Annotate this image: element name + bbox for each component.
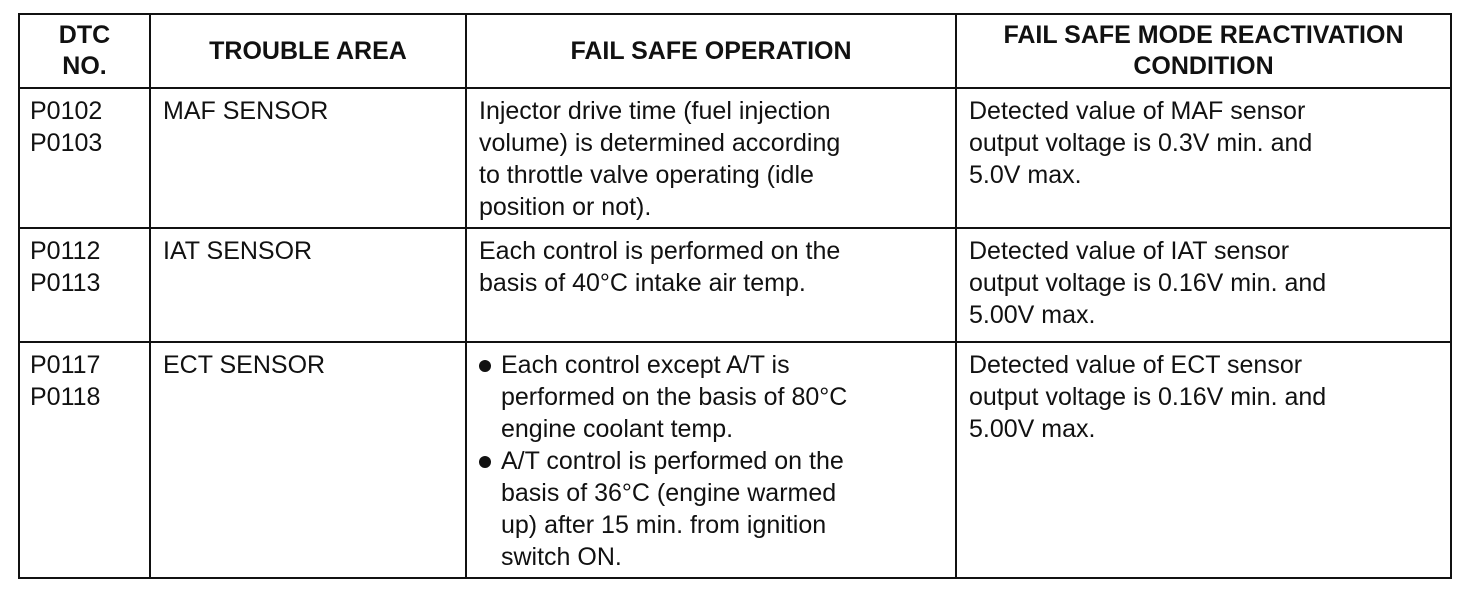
fail-safe-operation-cell [466,88,956,228]
operation-text-line: engine coolant temp. [501,415,734,443]
operation-text-line: volume) is determined according [479,129,841,157]
header-dtc-no-line1: DTC [58,21,111,49]
header-dtc-no-line2: NO. [62,52,107,80]
dtc-code: P0103 [30,129,103,157]
reactivation-text-line: 5.0V max. [969,161,1082,189]
table-row [19,342,1451,578]
bullet-dot-icon [479,360,491,372]
operation-text-line: Each control except A/T is [501,351,790,379]
operation-text-line: switch ON. [501,543,622,571]
operation-text-line: basis of 40°C intake air temp. [479,269,806,297]
operation-bullet-item [479,445,943,573]
reactivation-text-line: Detected value of ECT sensor [969,351,1303,379]
operation-bullet-item [479,349,943,445]
reactivation-text-line: output voltage is 0.16V min. and [969,269,1327,297]
reactivation-condition-cell [956,88,1451,228]
header-trouble-area: TROUBLE AREA [150,14,466,88]
operation-text-line: Injector drive time (fuel injection [479,97,831,125]
operation-text-line: Each control is performed on the [479,237,841,265]
header-fail-safe-operation: FAIL SAFE OPERATION [466,14,956,88]
table-header-row [19,14,1451,88]
dtc-fail-safe-table [18,13,1452,579]
dtc-code: P0118 [30,383,101,411]
fail-safe-operation-cell [466,228,956,342]
dtc-code: P0102 [30,97,103,125]
operation-text-line: basis of 36°C (engine warmed [501,479,837,507]
reactivation-condition-cell [956,228,1451,342]
header-reactivation-condition [956,14,1451,88]
dtc-codes-cell [19,228,150,342]
header-reactivation-line2: CONDITION [1133,52,1274,80]
operation-text-line: A/T control is performed on the [501,447,844,475]
reactivation-text-line: 5.00V max. [969,415,1096,443]
dtc-code: P0112 [30,237,101,265]
reactivation-text-line: Detected value of MAF sensor [969,97,1306,125]
reactivation-text-line: 5.00V max. [969,301,1096,329]
reactivation-text-line: Detected value of IAT sensor [969,237,1290,265]
bullet-dot-icon [479,456,491,468]
dtc-code: P0113 [30,269,101,297]
dtc-code: P0117 [30,351,101,379]
operation-bullet-list [479,349,943,573]
trouble-area-cell: IAT SENSOR [150,228,466,342]
reactivation-text-line: output voltage is 0.16V min. and [969,383,1327,411]
reactivation-text-line: output voltage is 0.3V min. and [969,129,1313,157]
table-row [19,228,1451,342]
operation-text-line: to throttle valve operating (idle [479,161,814,189]
reactivation-condition-cell [956,342,1451,578]
operation-text-line: position or not). [479,193,652,221]
trouble-area-cell: MAF SENSOR [150,88,466,228]
trouble-area-cell: ECT SENSOR [150,342,466,578]
dtc-codes-cell [19,88,150,228]
header-reactivation-line1: FAIL SAFE MODE REACTIVATION [1003,21,1404,49]
table-row [19,88,1451,228]
dtc-codes-cell [19,342,150,578]
operation-text-line: up) after 15 min. from ignition [501,511,827,539]
fail-safe-operation-cell [466,342,956,578]
header-dtc-no [19,14,150,88]
operation-text-line: performed on the basis of 80°C [501,383,848,411]
